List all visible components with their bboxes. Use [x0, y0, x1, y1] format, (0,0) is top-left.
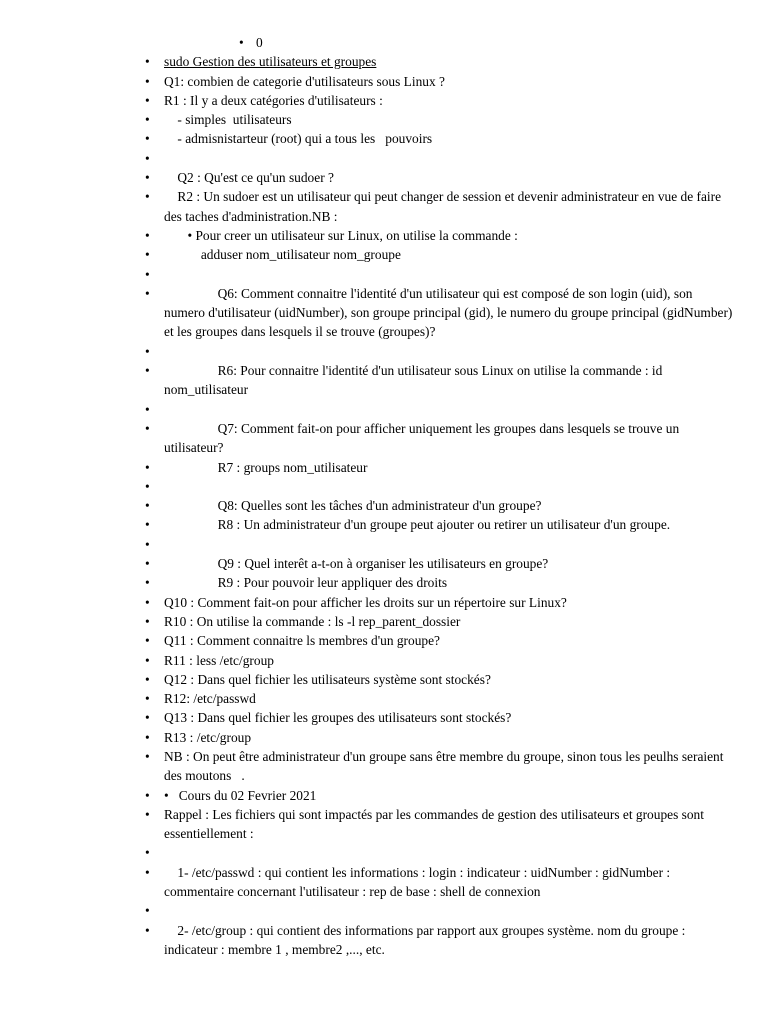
- list-item-text: [164, 149, 736, 168]
- list-item: [0, 515, 768, 534]
- list-item-text: - admisnistarteur (root) qui a tous les pouvoirs: [164, 131, 433, 147]
- list-item: [0, 670, 768, 689]
- list-item: [0, 400, 768, 419]
- list-item-text: Q8: Quelles sont les tâches d'un administrateur d'un groupe?: [164, 498, 542, 514]
- list-item-text: 0: [256, 35, 263, 50]
- list-item: [0, 863, 768, 902]
- bullet-icon: •: [145, 787, 150, 803]
- list-item-text: • Pour creer un utilisateur sur Linux, on utilise la commande :: [164, 227, 518, 243]
- list-item-text: Q13 : Dans quel fichier les groupes des utilisateurs sont stockés?: [164, 710, 512, 726]
- list-item-text: [164, 400, 736, 419]
- list-item: [0, 168, 768, 187]
- bullet-icon: •: [145, 170, 150, 186]
- list-item-text: sudo Gestion des utilisateurs et groupes: [164, 54, 377, 70]
- list-item: [0, 708, 768, 727]
- list-item-text: - simples utilisateurs: [164, 112, 292, 128]
- list-item: [0, 477, 768, 496]
- list-item-text: Q12 : Dans quel fichier les utilisateurs système sont stockés?: [164, 671, 491, 687]
- bullet-icon: •: [145, 227, 150, 243]
- bullet-icon: •: [239, 35, 244, 50]
- list-item-text: [164, 342, 736, 361]
- list-item: [0, 110, 768, 129]
- list-item: [0, 921, 768, 960]
- list-item: [0, 843, 768, 862]
- list-item: [0, 458, 768, 477]
- list-item-text: R6: Pour connaitre l'identité d'un utilisateur sous Linux on utilise la commande : id nom_utilisateur: [164, 363, 666, 398]
- list-item-text: Q10 : Comment fait-on pour afficher les droits sur un répertoire sur Linux?: [164, 594, 567, 610]
- bullet-icon: •: [145, 671, 150, 687]
- bullet-icon: •: [145, 498, 150, 514]
- bullet-icon: •: [145, 903, 150, 919]
- list-item-text: R9 : Pour pouvoir leur appliquer des droits: [164, 575, 448, 591]
- bullet-icon: •: [145, 922, 150, 938]
- list-item-text: [164, 901, 736, 920]
- list-item-text: R2 : Un sudoer est un utilisateur qui peut changer de session et devenir administrateur en vue de faire des taches d'administration.NB :: [164, 189, 725, 224]
- bullet-icon: •: [145, 363, 150, 379]
- bullet-icon: •: [145, 131, 150, 147]
- list-item-text: Q7: Comment fait-on pour afficher uniquement les groupes dans lesquels se trouve un utilisateur?: [164, 420, 683, 456]
- list-item-text: 1- /etc/passwd : qui contient les informations : login : indicateur : uidNumber : gidNumber : commentaire concernant l'utilisateur : rep de base : shell de connexion: [164, 864, 674, 900]
- bullet-icon: •: [145, 266, 150, 282]
- list-item-text: • Cours du 02 Fevrier 2021: [164, 787, 317, 803]
- list-item-text: Q6: Comment connaitre l'identité d'un utilisateur qui est composé de son login (uid), son numero d'utilisateur (uidNumber), son groupe principal (gid), le numero du groupe principal (gidNumber) et les groupes dans lesquels il se trouve (groupes)?: [164, 285, 736, 340]
- list-item: [0, 91, 768, 110]
- bullet-icon: •: [145, 575, 150, 591]
- list-item: [0, 728, 768, 747]
- bullet-icon: •: [145, 478, 150, 494]
- list-item: [0, 573, 768, 592]
- list-item: [0, 33, 768, 52]
- list-item: [0, 689, 768, 708]
- bullet-icon: •: [145, 54, 150, 70]
- bullet-icon: •: [145, 845, 150, 861]
- list-item-text: R8 : Un administrateur d'un groupe peut ajouter ou retirer un utilisateur d'un groupe.: [164, 517, 671, 533]
- bullet-icon: •: [145, 517, 150, 533]
- list-item: [0, 554, 768, 573]
- bullet-icon: •: [145, 729, 150, 745]
- list-item: [0, 535, 768, 554]
- list-item: [0, 245, 768, 264]
- bullet-icon: •: [145, 652, 150, 668]
- list-item-text: [164, 477, 736, 496]
- list-item-text: R7 : groups nom_utilisateur: [164, 459, 368, 475]
- bullet-icon: •: [145, 73, 150, 89]
- list-item: [0, 612, 768, 631]
- list-item: [0, 284, 768, 342]
- bullet-icon: •: [145, 189, 150, 205]
- bullet-icon: •: [145, 633, 150, 649]
- list-item-text: [164, 265, 736, 284]
- list-item: [0, 72, 768, 91]
- list-item-text: R12: /etc/passwd: [164, 691, 256, 707]
- list-item: [0, 593, 768, 612]
- list-item-text: Q9 : Quel interêt a-t-on à organiser les utilisateurs en groupe?: [164, 556, 549, 572]
- bullet-icon: •: [145, 247, 150, 263]
- list-item-text: R10 : On utilise la commande : ls -l rep_parent_dossier: [164, 613, 461, 629]
- bullet-icon: •: [145, 594, 150, 610]
- bullet-icon: •: [145, 806, 150, 822]
- bullet-icon: •: [145, 420, 150, 436]
- list-item: [0, 786, 768, 805]
- list-item: [0, 631, 768, 650]
- bullet-icon: •: [145, 343, 150, 359]
- list-item: [0, 651, 768, 670]
- bullet-icon: •: [145, 92, 150, 108]
- list-item: [0, 361, 768, 400]
- bullet-icon: •: [145, 150, 150, 166]
- bullet-icon: •: [145, 459, 150, 475]
- list-item: [0, 805, 768, 844]
- list-item-text: R13 : /etc/group: [164, 729, 252, 745]
- list-item-text: R1 : Il y a deux catégories d'utilisateurs :: [164, 92, 383, 108]
- list-item-text: Q2 : Qu'est ce qu'un sudoer ?: [164, 170, 334, 186]
- bullet-icon: •: [145, 556, 150, 572]
- list-item-text: Q1: combien de categorie d'utilisateurs sous Linux ?: [164, 73, 445, 89]
- list-item: [0, 149, 768, 168]
- bullet-icon: •: [145, 748, 150, 764]
- list-item-text: adduser nom_utilisateur nom_groupe: [164, 247, 401, 263]
- list-item: [0, 187, 768, 226]
- list-item-text: NB : On peut être administrateur d'un groupe sans être membre du groupe, sinon tous les peulhs seraient des moutons .: [164, 748, 727, 784]
- list-item: [0, 901, 768, 920]
- list-item-text: [164, 535, 736, 554]
- document-body: [0, 33, 768, 959]
- bullet-icon: •: [145, 401, 150, 417]
- list-item: [0, 226, 768, 245]
- list-item: [0, 52, 768, 71]
- list-item: [0, 747, 768, 786]
- bullet-icon: •: [145, 536, 150, 552]
- bullet-icon: •: [145, 691, 150, 707]
- list-item: [0, 265, 768, 284]
- bullet-icon: •: [145, 112, 150, 128]
- bullet-icon: •: [145, 710, 150, 726]
- list-item: [0, 129, 768, 148]
- list-item-text: Rappel : Les fichiers qui sont impactés par les commandes de gestion des utilisateurs et groupes sont essentiellement :: [164, 806, 708, 842]
- list-item-text: Q11 : Comment connaitre ls membres d'un groupe?: [164, 633, 440, 649]
- bullet-icon: •: [145, 613, 150, 629]
- list-item: [0, 419, 768, 458]
- list-item: [0, 496, 768, 515]
- list-item-text: R11 : less /etc/group: [164, 652, 274, 668]
- list-item-text: 2- /etc/group : qui contient des informations par rapport aux groupes système. nom du groupe : indicateur : membre 1 , membre2 ,..., etc.: [164, 922, 689, 957]
- bullet-icon: •: [145, 285, 150, 301]
- list-item: [0, 342, 768, 361]
- bullet-icon: •: [145, 864, 150, 880]
- list-item-text: [164, 843, 736, 862]
